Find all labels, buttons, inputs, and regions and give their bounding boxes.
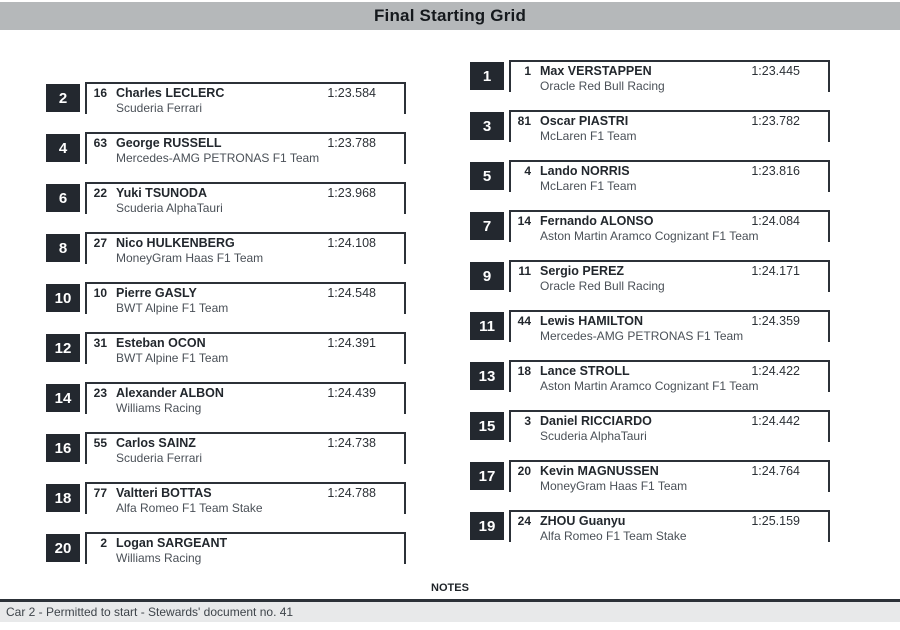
position-box	[46, 534, 80, 562]
car-number: 55	[93, 436, 107, 450]
entry-main-row	[85, 86, 406, 100]
entry-card	[509, 260, 830, 293]
entry-main-row	[85, 286, 406, 300]
entry-card	[85, 232, 406, 265]
entry-card	[509, 360, 830, 393]
entry-main-row	[85, 336, 406, 350]
page-title: Final Starting Grid	[373, 6, 527, 25]
car-number: 23	[93, 386, 107, 400]
team-name: Aston Martin Aramco Cognizant F1 Team	[540, 379, 759, 393]
entry-card	[509, 60, 830, 93]
entry-main-row	[509, 314, 830, 328]
car-number: 11	[518, 264, 531, 278]
entry-card	[85, 482, 406, 515]
team-name: MoneyGram Haas F1 Team	[116, 251, 264, 265]
position-number: 2	[58, 89, 68, 107]
entry-card	[509, 160, 830, 193]
entry-card	[509, 310, 830, 343]
position-box	[470, 312, 504, 340]
position-number: 4	[58, 139, 68, 157]
team-name: Mercedes-AMG PETRONAS F1 Team	[540, 329, 744, 343]
driver-name: Kevin MAGNUSSEN	[540, 464, 659, 478]
position-box	[46, 134, 80, 162]
entry-main-row	[85, 386, 406, 400]
qualifying-time: 1:24.738	[327, 436, 376, 450]
grid-entry	[470, 460, 830, 510]
position-box	[46, 84, 80, 112]
grid-entry	[46, 382, 406, 432]
driver-name: Lando NORRIS	[540, 164, 630, 178]
entry-main-row	[509, 464, 830, 478]
qualifying-time: 1:23.816	[751, 164, 800, 178]
entry-main-row	[509, 364, 830, 378]
car-number: 44	[517, 314, 531, 328]
position-number: 7	[482, 217, 492, 235]
position-box	[46, 284, 80, 312]
grid-column-even	[46, 82, 406, 582]
driver-name: Charles LECLERC	[116, 86, 225, 100]
grid-entry	[46, 282, 406, 332]
grid-entry	[470, 410, 830, 460]
team-name: Oracle Red Bull Racing	[540, 79, 665, 93]
entry-main-row	[85, 136, 406, 150]
car-number: 16	[93, 86, 107, 100]
car-number: 4	[524, 164, 531, 178]
qualifying-time: 1:24.084	[751, 214, 800, 228]
driver-name: Carlos SAINZ	[116, 436, 196, 450]
car-number: 20	[517, 464, 531, 478]
position-number: 8	[58, 239, 68, 257]
grid-entry	[46, 532, 406, 582]
qualifying-time: 1:24.548	[327, 286, 376, 300]
grid-entry	[46, 482, 406, 532]
qualifying-time: 1:24.442	[751, 414, 800, 428]
entry-main-row	[509, 514, 830, 528]
qualifying-time: 1:23.445	[751, 64, 800, 78]
driver-name: George RUSSELL	[116, 136, 222, 150]
position-number: 11	[479, 317, 495, 335]
driver-name: Lance STROLL	[540, 364, 630, 378]
qualifying-time: 1:24.171	[751, 264, 800, 278]
position-box	[470, 362, 504, 390]
driver-name: Daniel RICCIARDO	[540, 414, 652, 428]
position-number: 14	[54, 389, 72, 407]
position-number: 17	[478, 467, 496, 485]
position-number: 13	[478, 367, 496, 385]
driver-name: ZHOU Guanyu	[540, 514, 626, 528]
driver-name: Nico HULKENBERG	[116, 236, 235, 250]
car-number: 27	[93, 236, 107, 250]
entry-card	[85, 282, 406, 315]
grid-entry	[46, 182, 406, 232]
entry-card	[85, 432, 406, 465]
team-name: McLaren F1 Team	[540, 129, 637, 143]
qualifying-time: 1:24.359	[751, 314, 800, 328]
car-number: 22	[93, 186, 107, 200]
qualifying-time: 1:24.788	[327, 486, 376, 500]
grid-entry	[46, 432, 406, 482]
entry-card	[85, 532, 406, 565]
entry-card	[85, 182, 406, 215]
team-name: MoneyGram Haas F1 Team	[540, 479, 688, 493]
car-number: 24	[517, 514, 531, 528]
team-name: BWT Alpine F1 Team	[116, 351, 229, 365]
position-number: 15	[478, 417, 496, 435]
position-box	[46, 334, 80, 362]
car-number: 14	[517, 214, 531, 228]
position-box	[46, 384, 80, 412]
team-name: Oracle Red Bull Racing	[540, 279, 665, 293]
driver-name: Fernando ALONSO	[540, 214, 654, 228]
qualifying-time: 1:24.391	[327, 336, 376, 350]
team-name: BWT Alpine F1 Team	[116, 301, 229, 315]
position-number: 12	[54, 339, 72, 357]
entry-main-row	[509, 214, 830, 228]
entry-main-row	[85, 186, 406, 200]
driver-name: Lewis HAMILTON	[540, 314, 644, 328]
position-box	[46, 184, 80, 212]
entry-main-row	[509, 414, 830, 428]
team-name: Scuderia Ferrari	[116, 451, 203, 465]
position-number: 18	[54, 489, 72, 507]
driver-name: Valtteri BOTTAS	[116, 486, 212, 500]
grid-entry	[46, 332, 406, 382]
position-box	[470, 62, 504, 90]
car-number: 10	[93, 286, 107, 300]
entry-main-row	[509, 64, 830, 78]
driver-name: Alexander ALBON	[116, 386, 224, 400]
team-name: Alfa Romeo F1 Team Stake	[540, 529, 687, 543]
qualifying-time: 1:24.764	[751, 464, 800, 478]
qualifying-time: 1:24.108	[327, 236, 376, 250]
grid-entry	[46, 132, 406, 182]
car-number: 31	[93, 336, 107, 350]
entry-card	[85, 82, 406, 115]
note-text: Car 2 - Permitted to start - Stewards' document no. 41	[6, 605, 294, 619]
team-name: Scuderia Ferrari	[116, 101, 203, 115]
position-number: 20	[54, 539, 72, 557]
position-number: 6	[58, 189, 68, 207]
qualifying-time: 1:24.422	[751, 364, 800, 378]
grid-entry	[470, 60, 830, 110]
driver-name: Esteban OCON	[116, 336, 206, 350]
entry-main-row	[85, 486, 406, 500]
qualifying-time: 1:23.782	[751, 114, 800, 128]
team-name: Williams Racing	[116, 551, 202, 565]
position-number: 5	[482, 167, 492, 185]
entry-card	[509, 460, 830, 493]
position-box	[46, 484, 80, 512]
grid-entry	[470, 360, 830, 410]
title-bar	[0, 2, 900, 30]
grid-entry	[470, 210, 830, 260]
qualifying-time: 1:23.968	[327, 186, 376, 200]
car-number: 77	[93, 486, 107, 500]
entry-main-row	[509, 164, 830, 178]
car-number: 3	[524, 414, 531, 428]
entry-card	[85, 382, 406, 415]
grid-entry	[470, 260, 830, 310]
position-number: 10	[54, 289, 72, 307]
driver-name: Pierre GASLY	[116, 286, 197, 300]
position-box	[470, 262, 504, 290]
note-row	[0, 602, 900, 622]
car-number: 2	[100, 536, 107, 550]
team-name: Scuderia AlphaTauri	[116, 201, 223, 215]
position-number: 16	[54, 439, 72, 457]
driver-name: Max VERSTAPPEN	[540, 64, 652, 78]
team-name: Williams Racing	[116, 401, 202, 415]
grid-entry	[46, 82, 406, 132]
position-number: 9	[482, 267, 492, 285]
grid-entry	[470, 510, 830, 560]
driver-name: Sergio PEREZ	[540, 264, 625, 278]
driver-name: Yuki TSUNODA	[116, 186, 207, 200]
team-name: Mercedes-AMG PETRONAS F1 Team	[116, 151, 320, 165]
entry-main-row	[509, 114, 830, 128]
position-box	[470, 162, 504, 190]
qualifying-time: 1:25.159	[751, 514, 800, 528]
car-number: 63	[93, 136, 107, 150]
position-number: 19	[478, 517, 496, 535]
driver-name: Logan SARGEANT	[116, 536, 228, 550]
position-box	[470, 462, 504, 490]
grid-entry	[470, 110, 830, 160]
position-box	[470, 512, 504, 540]
team-name: Scuderia AlphaTauri	[540, 429, 647, 443]
car-number: 1	[524, 64, 531, 78]
position-box	[46, 434, 80, 462]
team-name: Aston Martin Aramco Cognizant F1 Team	[540, 229, 759, 243]
notes-heading: NOTES	[431, 582, 469, 594]
grid-column-odd	[470, 60, 830, 560]
entry-card	[509, 110, 830, 143]
entry-card	[509, 510, 830, 543]
position-number: 1	[482, 67, 492, 85]
position-box	[470, 112, 504, 140]
qualifying-time: 1:23.584	[327, 86, 376, 100]
entry-main-row	[509, 264, 830, 278]
entry-card	[85, 132, 406, 165]
entry-main-row	[85, 536, 406, 550]
qualifying-time: 1:23.788	[327, 136, 376, 150]
car-number: 18	[517, 364, 531, 378]
team-name: McLaren F1 Team	[540, 179, 637, 193]
grid-entry	[470, 160, 830, 210]
entry-card	[509, 410, 830, 443]
position-box	[46, 234, 80, 262]
position-box	[470, 212, 504, 240]
driver-name: Oscar PIASTRI	[540, 114, 629, 128]
position-number: 3	[482, 117, 492, 135]
car-number: 81	[517, 114, 531, 128]
position-box	[470, 412, 504, 440]
entry-main-row	[85, 236, 406, 250]
grid-entry	[46, 232, 406, 282]
entry-card	[509, 210, 830, 243]
grid-entry	[470, 310, 830, 360]
qualifying-time: 1:24.439	[327, 386, 376, 400]
entry-card	[85, 332, 406, 365]
team-name: Alfa Romeo F1 Team Stake	[116, 501, 263, 515]
entry-main-row	[85, 436, 406, 450]
